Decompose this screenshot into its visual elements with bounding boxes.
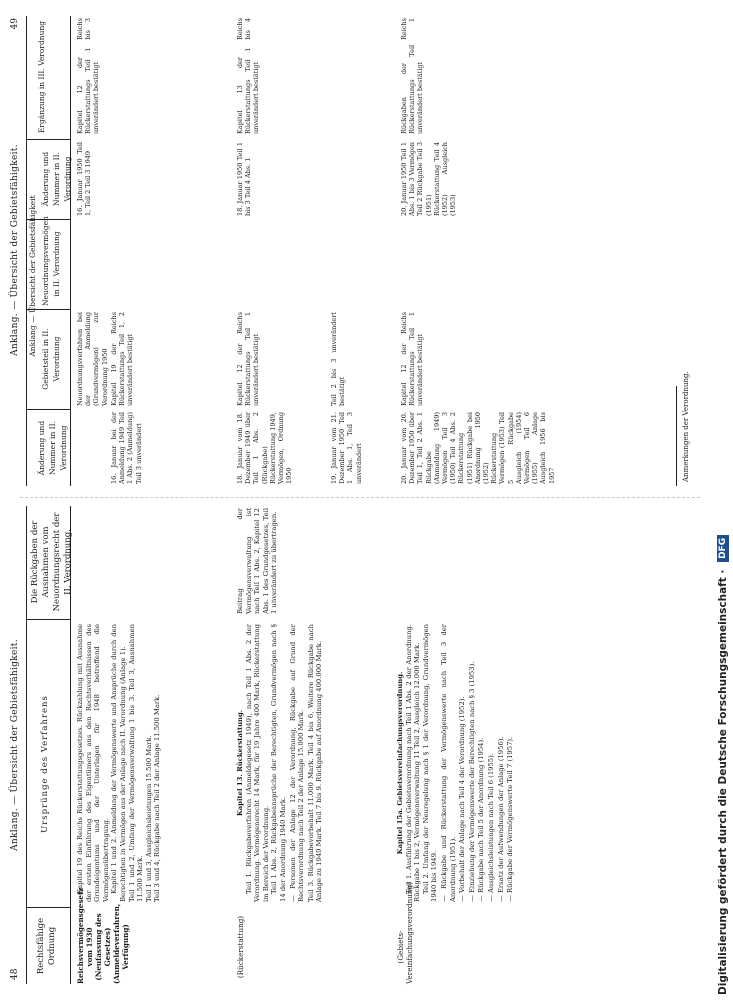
left-top-rule: [26, 506, 27, 984]
left-row3-line: — Einziehung der Vermögenswerte der Berechtigten nach § 3 (1953).: [467, 661, 476, 902]
page-gutter: [20, 497, 700, 498]
right-row4-c1: 19. Januar vom 21. Dezember 1950 Teil 1 Abs. 1, Teil 3 unverändert: [330, 412, 363, 484]
right-running-head: [8, 10, 22, 490]
right-running-title: Anklang. — Übersicht der Gebietsfähigkeit.: [10, 144, 20, 356]
left-row1-line: Teil 1 und 2, Umfang der Vermögensverwaltung 1 bis 3. Teil 3, Ausnahmen 11.500 Mark.: [127, 624, 145, 902]
right-row2-c4: 16. Januar 1950 Teil 1, Teil 2 Teil 3 1949: [76, 142, 93, 216]
right-row5-c2: Kapitel 12 der Reichs Rückerstattungs Teil 1 unverändert bestätigt: [400, 312, 425, 406]
left-row2-label: (Rückerstattung): [236, 915, 245, 979]
right-header-rule: [70, 16, 71, 486]
left-row2-body: [236, 624, 386, 902]
right-row3-c1: 18. Januar vom 18. Dezember 1949 über Teil 1 Abs. 2 (Rückgabe) Rückerstattung 1949, Vermögen, Ordnung 1950: [236, 412, 294, 484]
left-row3-label: (Gebiets-Vereinfachungsverordnung): [396, 882, 414, 984]
left-row1-line: Teil 1 und 3, Ausgleichsleistungen 15.500 Mark.: [144, 735, 153, 902]
digitization-credit: [716, 435, 730, 995]
right-row3-c5: Kapitel 13 der Reichs Rückerstattungs Teil 1 bis 4 unverändert bestätigt: [236, 18, 261, 134]
left-page-number: 48: [10, 968, 20, 980]
left-row3-line: — Vorbehalt der Anlage nach Teil 4 der Verordnung (1952).: [458, 696, 467, 902]
left-row1-line: Teil 3 und 4, Rückgabe nach Teil 2 der Anlage 11.500 Mark.: [153, 694, 162, 902]
right-col-divider-1: [26, 409, 70, 410]
left-row2-line: Teil 3. Rückgabevorbehalt 11.000 Mark. Teil 4 bis 6, Weitere Rückgabe nach Anlage zu 1949 Mark. Teil 7 bis 9. Rückgabe auf Anordnung 400.000 Mark.: [306, 624, 324, 902]
right-row2-c2: Kapitel 19 der Reichs Rückerstattungs Teil 1, 2 unverändert bestätigt: [110, 312, 135, 406]
dfg-logo: DFG: [717, 535, 729, 562]
right-col4-header: Änderung und Nummer in II. Verordnung: [41, 151, 72, 207]
credit-text: Digitalisierung gefördert durch die Deutsche Forschungsgemeinschaft ·: [717, 569, 729, 995]
left-row3-line: — Rückgabe nach Teil 5 der Anordnung (1954).: [477, 737, 486, 902]
right-footnote-rule: [676, 386, 677, 486]
left-row3-body: [396, 624, 696, 902]
left-row3-line: Teil 1. Ausführung der Gebietsverordnung nach Teil 1 Abs. 2 der Anordnung. Rückgabe 1 bis 2, Vermögensverwaltung 11 Teil 2, Ausgleich 12.000 Mark.: [404, 624, 422, 902]
right-col2-header: Gebietsteil in II. Verordnung: [41, 328, 61, 390]
right-row3-c2: Kapitel 12 der Reichs Rückerstattungs Teil 1 unverändert bestätigt: [236, 312, 261, 406]
right-col5-header: Ergänzung in III. Verordnung: [37, 20, 46, 134]
right-row4-c2: Teil 2 bis 3 unverändert bestätigt: [330, 312, 347, 406]
left-row2-note: Beitrag der Vermögensverwaltung ist nach Teil 1 Abs. 2, Kapitel 12 Abs. 1 des Grundgesetzes, Teil 1 unverändert zu übertragen.: [236, 508, 279, 614]
left-row2-heading: Kapitel 13. Rückerstattung.: [236, 709, 244, 817]
left-running-head: [8, 500, 22, 990]
left-row1-body: [76, 624, 226, 902]
right-row3-c4: 18. Januar 1950 Teil 1 bis 3 Teil 4 Abs. 1: [236, 142, 253, 216]
digitization-credit-strip: [713, 0, 733, 1000]
rotated-scan: [0, 10, 712, 990]
right-group-header: Anklang — Übersicht der Gebietsfähigkeit: [28, 195, 37, 357]
left-col1-header: Rechtsfähige Ordnung: [36, 917, 57, 975]
right-page: [0, 10, 712, 490]
right-col3-header: Neuordnungsvermögen in II. Verordnung: [41, 216, 61, 306]
right-row5-c1: 20. Januar vom 20. Dezember 1950 über Teil 1, Teil 2 Abs. 1 Rückgabe (Anmeldung 1949) Vermögen Teil 3 (1950) Teil 4 Abs. 2 Rückerstattung (1951) Rückgabe bei Anordnung 1950 (1952) Rückerstattung Vermögen (1953) Teil 5 Rückgabe Ausgleich (1954) Vermögen Teil 6 (1955) Anlage Ausgleich 1956 bis 1957: [400, 412, 556, 484]
right-footnote: Anmerkungen der Verordnung.: [682, 371, 690, 482]
right-row2-c5: Kapitel 12 der Reichs Rückerstattungs Teil 1 bis 3 unverändert bestätigt: [76, 18, 101, 134]
right-page-number: 49: [10, 18, 20, 30]
left-row3-line: — Ersatz der Aufwendungen der Anlage (1956).: [496, 736, 505, 902]
left-col-divider-1: [26, 907, 70, 908]
right-row2-c1: 16. Januar bei der Anmeldung 1949 Teil 1 Abs. 2 (Anmeldung) Teil 3 unverändert: [110, 412, 143, 484]
left-row1-line: Kapitel 19 des Reichs Rückerstattungsgesetzes. Rückzahlung mit Ausnahme der ersten Einführung des Eigentümers aus den Rechtsverhältnissen des Grundeigentums und der Unterlagen für 1948 betreffend die Vermögensübertragung.: [76, 624, 110, 902]
right-col-divider-4: [26, 139, 70, 140]
left-row2-line: Teil 1. Rückgabeverfahren (Anmeldegesetz 1949), nach Teil 1 Abs. 2 der Verordnung. Vermögensrecht 14 Mark, für 19 Jahre 400 Mark, Rückerstattung im Bereich der Verordnung.: [244, 624, 270, 902]
left-row2-line: — Personen der Anlage 12 der Verordnung, Rückgabe auf Grund der Rechtsverordnung nach Teil 2 der Anlage 15.000 Mark.: [288, 624, 306, 902]
right-row5-c5: Rückgaben der Reichs Rückerstattungs Teil 1 unverändert bestätigt: [400, 18, 425, 134]
left-row3-line: — Rückgabe der Vermögenswerte Teil 7 (1957).: [506, 736, 515, 902]
left-running-title: Anklang. — Übersicht der Gebietsfähigkeit.: [10, 639, 20, 851]
left-page: [0, 500, 712, 990]
left-row3-heading: Kapitel 15a. Gebietsvereinfachungsverordnung.: [396, 671, 404, 855]
left-row2-line: Teil 1 Abs. 2, Rückgabeansprüche der Berechtigten, Grundvermögen nach § 14 der Anordnung 1940 Mark.: [270, 624, 287, 902]
left-row1-label: Reichsvermögensgesetz vom 1930 (Neufassung des Gesetzes) (Anmeldeverfahren, Verfügung): [76, 887, 130, 984]
right-col1-header: Änderung und Nummer in II. Verordnung: [37, 420, 68, 476]
left-row3-line: Teil 2. Umfang der Neuregelung nach § 1 der Verordnung, Grundvermögen 1940 bis 1949.: [421, 624, 439, 902]
right-row1-c2: Neuordnungsverfahren bei der Anmeldung (Grundvermögen) zur Verordnung 1950: [76, 312, 109, 406]
right-row5-c4: 20. Januar 1950 Teil 1 Abs. 1 bis 3 Vermögen Teil 2 Rückgabe Teil 3 (1951) Rückerstattung Teil 4 (1952) Ausgleich (1953): [400, 142, 458, 216]
left-col2-header: Ursprünge des Verfahrens: [40, 695, 50, 833]
left-row3-line: — Ausgleichsleistungen nach Teil 6 (1955).: [486, 753, 495, 902]
left-col3-header: Die Rückgaben der Ausnahmen vom Neuordnungsrecht der II. Verordnung.: [30, 512, 73, 612]
left-row3-line: — Rückgabe und Rückerstattung der Vermögenswerte nach Teil 3 der Anordnung (1951).: [439, 624, 457, 902]
left-col-divider-2: [26, 619, 70, 620]
left-row1-line: Kapitel 1 und 2. Anmeldung der Vermögenswerte und Ansprüche durch den Berechtigten in Vermögen aus der Anlage nach II. Verordnung (Anlage 1).: [110, 624, 127, 902]
